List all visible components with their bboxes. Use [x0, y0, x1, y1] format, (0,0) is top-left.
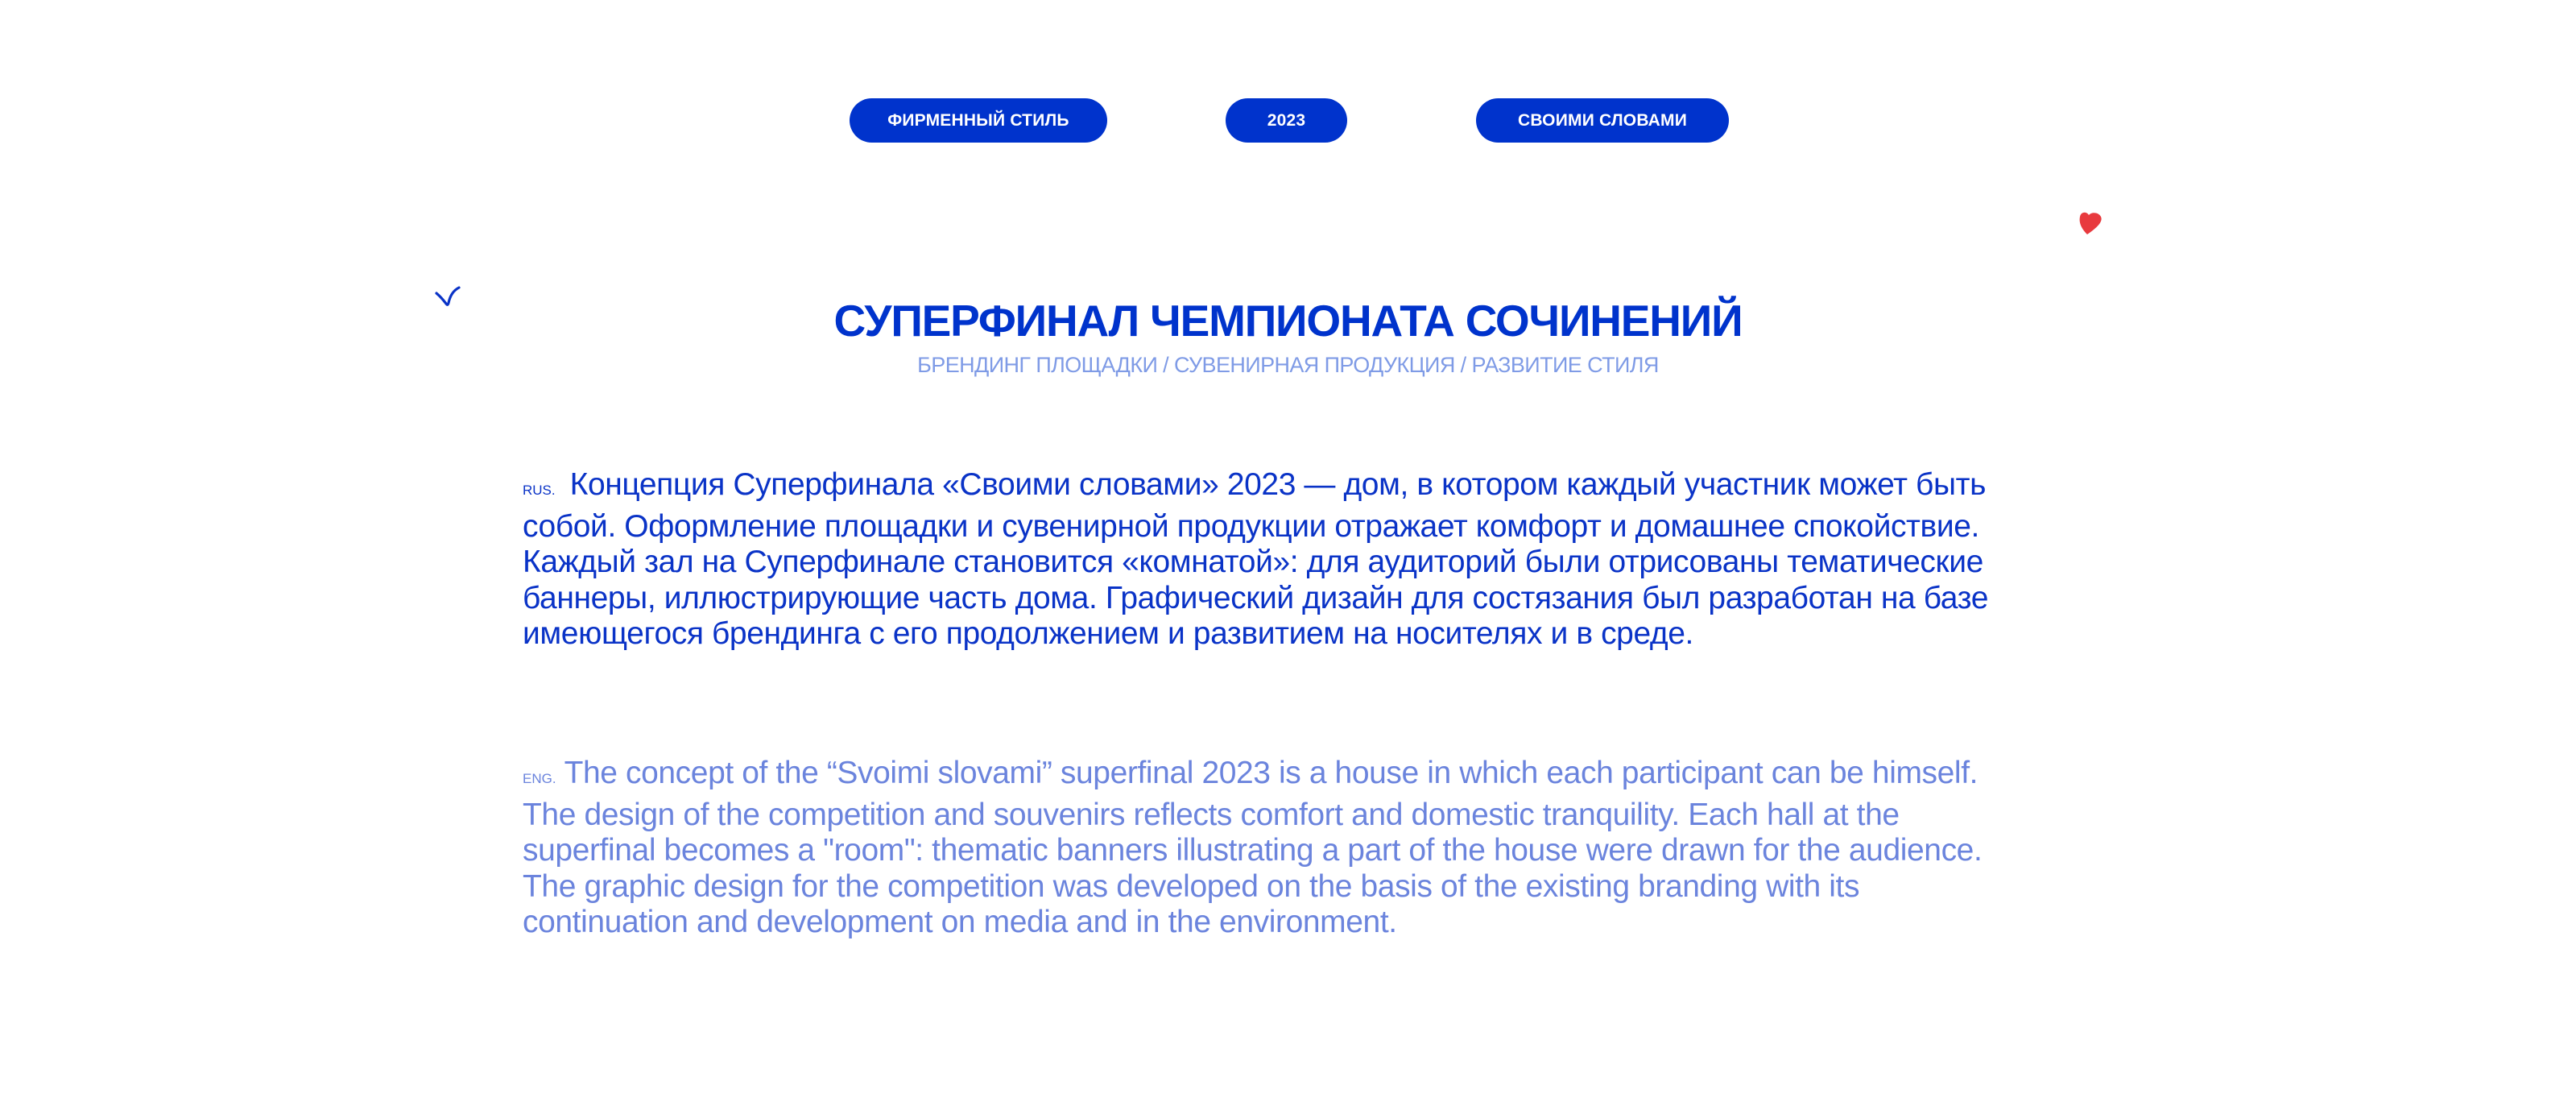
description-english: [523, 756, 2149, 941]
language-label: ENG.: [523, 771, 556, 786]
text-line: Каждый зал на Суперфинале становится «комнатой»: для аудиторий были отрисованы тематические: [523, 545, 1983, 580]
text-line: [523, 756, 2149, 798]
text-line: собой. Оформление площадки и сувенирной продукции отражает комфорт и домашнее спокойствие.: [523, 508, 1979, 544]
language-label: RUS.: [523, 483, 556, 498]
text-line: superfinal becomes a "room": thematic banners illustrating a part of the house were drawn for the audience.: [523, 833, 1983, 868]
text-line: The graphic design for the competition was developed on the basis of the existing branding with its: [523, 868, 1860, 904]
description-russian: [523, 467, 2149, 653]
page-title: СУПЕРФИНАЛ ЧЕМПИОНАТА СОЧИНЕНИЙ: [833, 296, 1743, 346]
text-line-content: Концепция Суперфинала «Своими словами» 2023 — дом, в котором каждый участник может быть: [569, 467, 1987, 502]
tag-svoimi-slovami-button[interactable]: СВОИМИ СЛОВАМИ: [1476, 98, 1729, 143]
tag-brand-identity-button[interactable]: ФИРМЕННЫЙ СТИЛЬ: [850, 98, 1107, 143]
text-line: имеющегося брендинга с его продолжением и развитием на носителях и в среде.: [523, 616, 1693, 652]
text-line-content: The concept of the “Svoimi slovami” superfinal 2023 is a house in which each participant can be himself.: [564, 756, 1979, 790]
text-line: баннеры, иллюстрирующие часть дома. Графический дизайн для состязания был разработан на базе: [523, 580, 1988, 615]
heart-icon: [2076, 206, 2110, 238]
tag-year-button[interactable]: 2023: [1226, 98, 1347, 143]
text-line: [523, 467, 2149, 509]
text-line: The design of the competition and souvenirs reflects comfort and domestic tranquility. Each hall at the: [523, 797, 1900, 832]
text-line: continuation and development on media and in the environment.: [523, 905, 1397, 940]
page-subtitle: БРЕНДИНГ ПЛОЩАДКИ / СУВЕНИРНАЯ ПРОДУКЦИЯ / РАЗВИТИЕ СТИЛЯ: [917, 353, 1659, 377]
